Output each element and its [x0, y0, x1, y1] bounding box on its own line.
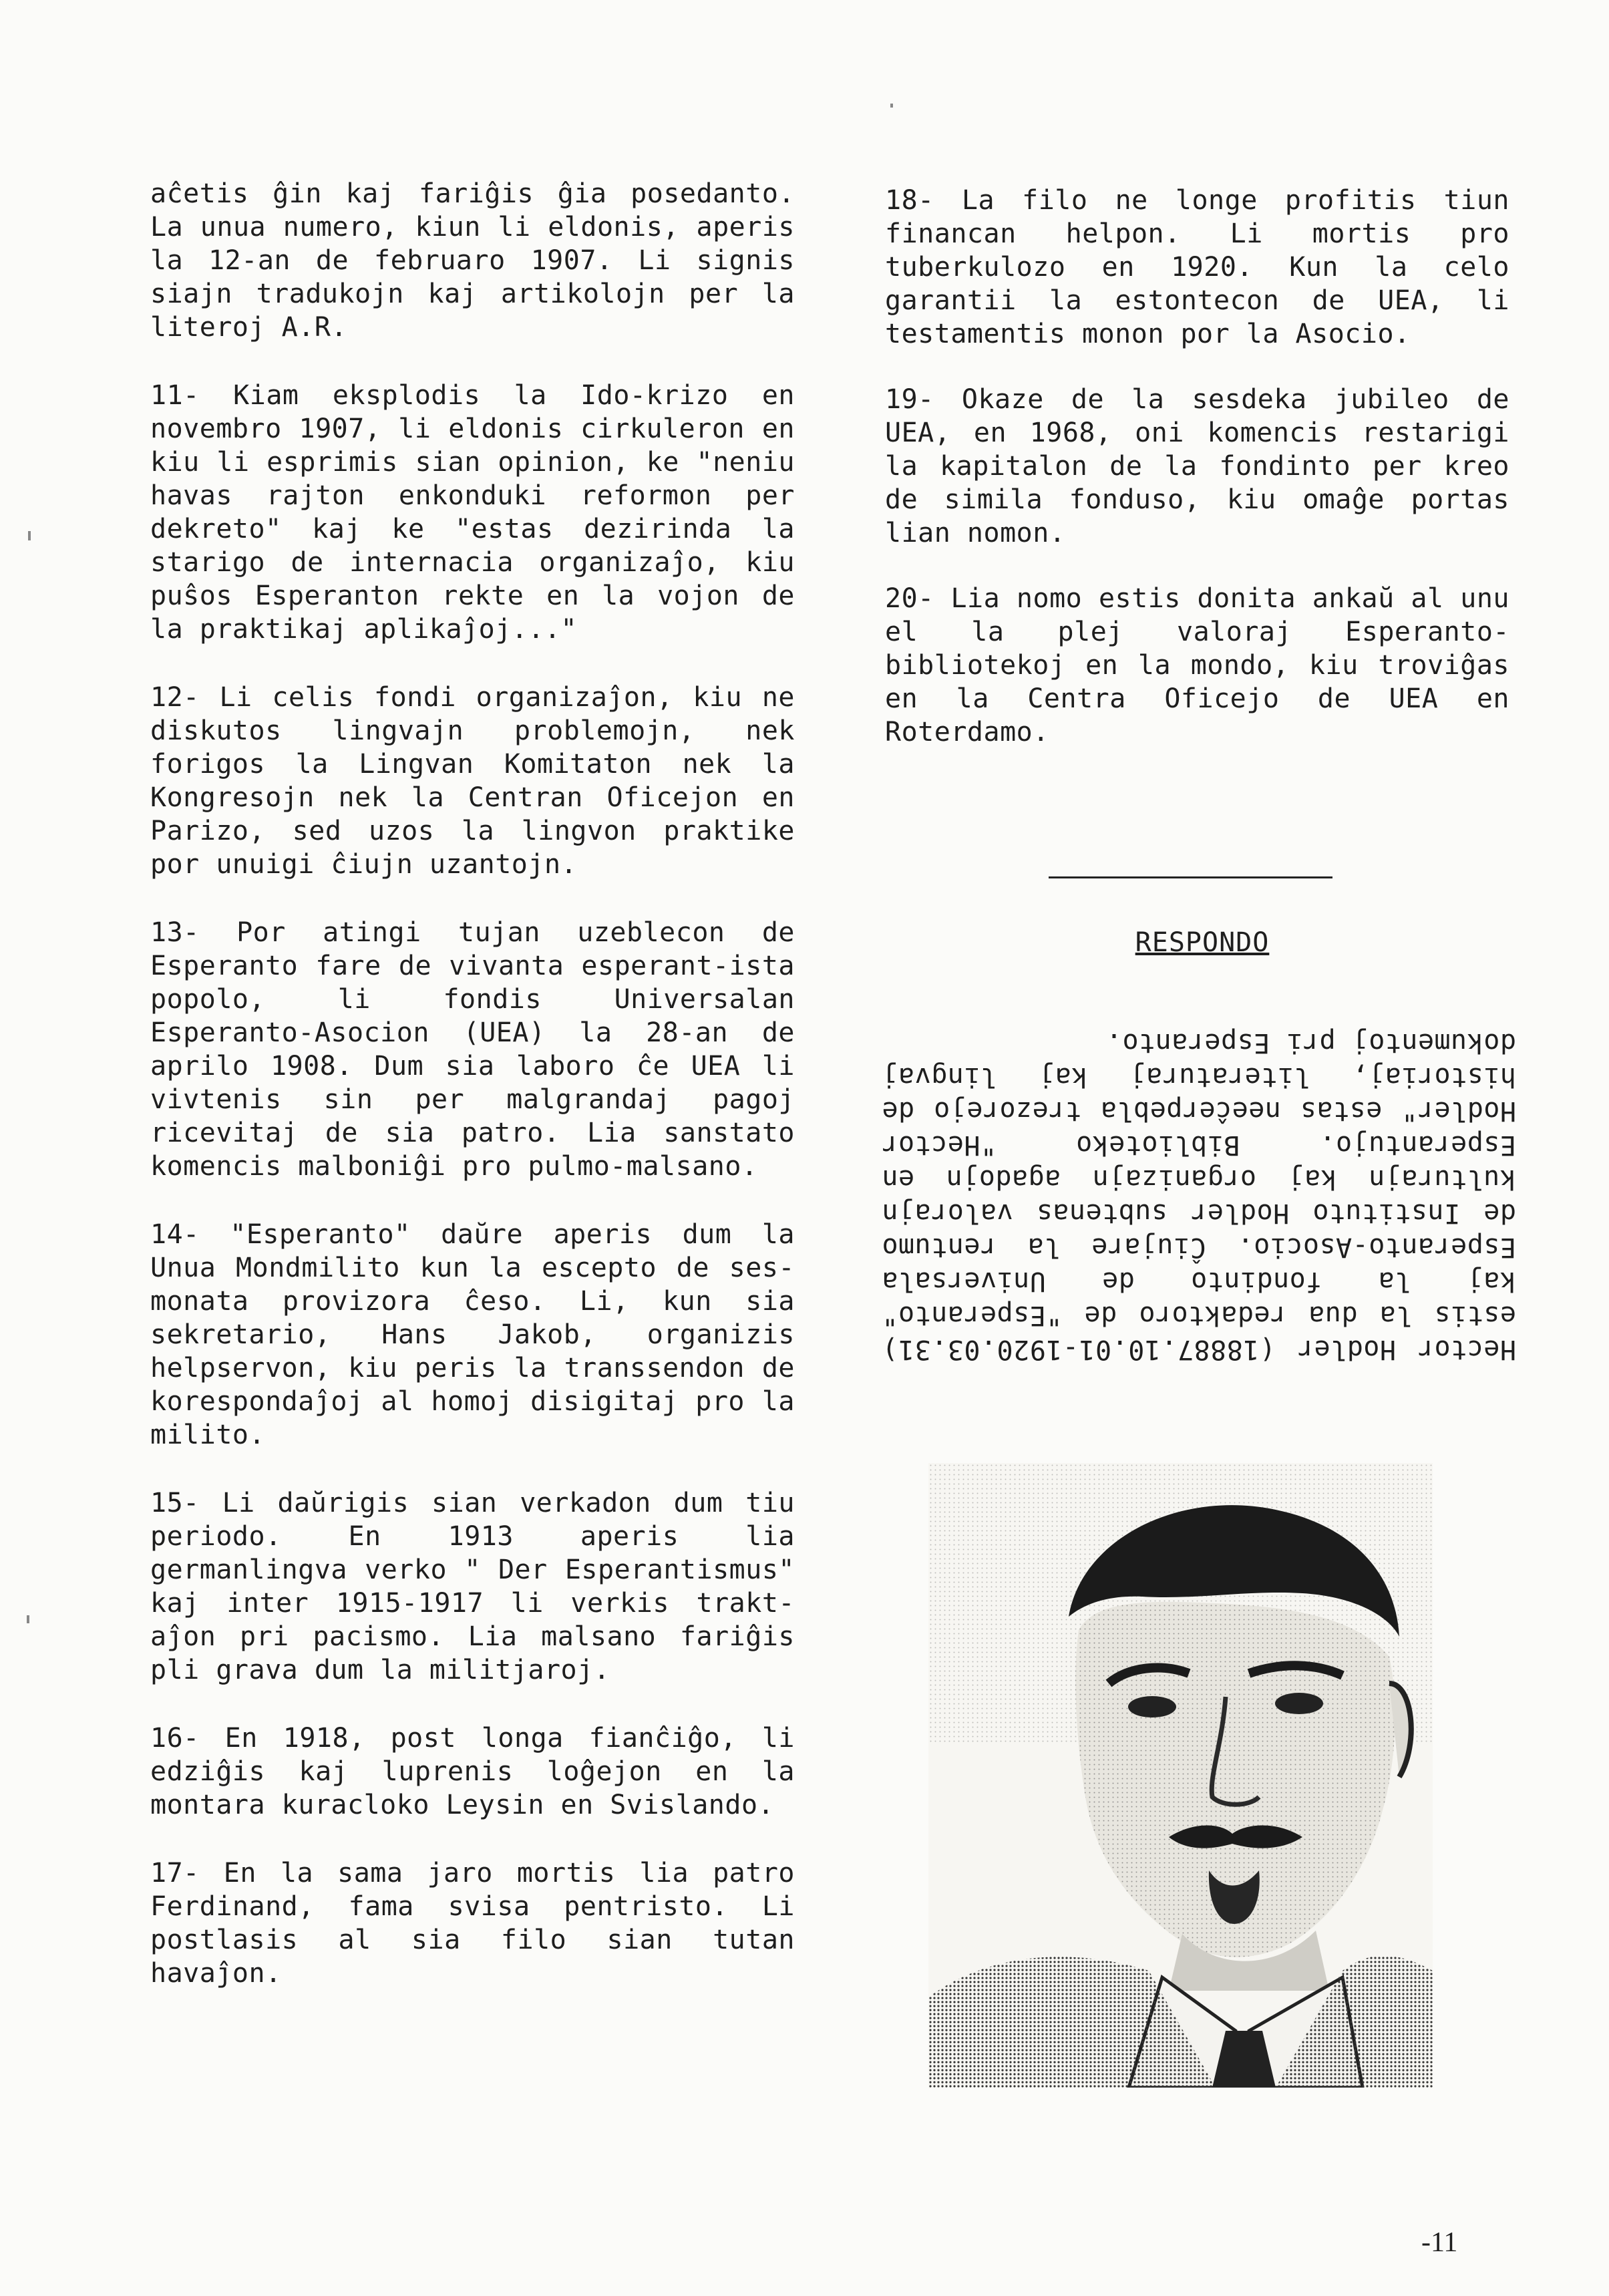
- scan-speck: [27, 1615, 29, 1623]
- portrait-illustration: [928, 1463, 1433, 2088]
- scan-speck: [28, 531, 31, 540]
- paragraph-13: 13- Por atingi tujan uzeblecon de Esperanto fare de vivanta esperant-ista popolo, li fondis Universalan Esperanto-Asocion (UEA) la 28-an de aprilo 1908. Dum sia laboro ĉe UEA li vivtenis sin per malgrandaj pagoj ricevitaj de sia patro. Lia sanstato komencis malboniĝi pro pulmo-malsano.: [150, 917, 795, 1182]
- paragraph-14: 14- "Esperanto" daŭre aperis dum la Unua Mondmilito kun la escepto de ses-monata provizora ĉeso. Li, kun sia sekretario, Hans Jakob, organizis helpservon, kiu peris la transsendon de korespondaĵoj al homoj disigitaj pro la milito.: [150, 1219, 795, 1450]
- portrait-photo: [928, 1463, 1433, 2088]
- paragraph-15: 15- Li daŭrigis sian verkadon dum tiu periodo. En 1913 aperis lia germanlingva verko " Der Esperantismus" kaj inter 1915-1917 li verkis trakt-aĵon pri pacismo. Lia malsano fariĝis pli grava dum la militjaroj.: [150, 1488, 795, 1685]
- paragraph-17: 17- En la sama jaro mortis lia patro Ferdinand, fama svisa pentristo. Li postlasis al sia filo sian tutan havaĵon.: [150, 1858, 795, 1989]
- paragraph-19: 19- Okaze de la sesdeka jubileo de UEA, en 1968, oni komencis restarigi la kapitalon de la fondinto per kreo de simila fonduso, kiu omaĝe portas lian nomon.: [885, 384, 1509, 548]
- paragraph-10-continuation: aĉetis ĝin kaj fariĝis ĝia posedanto. La unua numero, kiun li eldonis, aperis la 12-an de februaro 1907. Li signis siajn tradukojn kaj artikolojn per la literoj A.R.: [150, 178, 795, 343]
- paragraph-11: 11- Kiam eksplodis la Ido-krizo en novembro 1907, li eldonis cirkuleron en kiu li esprimis sian opinion, ke "neniu havas rajton enkonduki reformon per dekreto" kaj ke "estas dezirinda la starigo de internacia organizaĵo, kiu puŝos Esperanton rekte en la vojon de la praktikaj aplikaĵoj...": [150, 380, 795, 645]
- paragraph-18: 18- La filo ne longe profitis tiun financan helpon. Li mortis pro tuberkulozo en 1920. Kun la celo garantii la estontecon de UEA, li testamentis monon por la Asocio.: [885, 185, 1509, 349]
- paragraph-20: 20- Lia nomo estis donita ankaŭ al unu el la plej valoraj Esperanto-bibliotekoj en la mondo, kiu troviĝas en la Centra Oficejo de UEA en Roterdamo.: [885, 583, 1509, 748]
- paragraph-12: 12- Li celis fondi organizaĵon, kiu ne diskutos lingvajn problemojn, nek forigos la Lingvan Komitaton nek la Kongresojn nek la Centran Oficejon en Parizo, sed uzos la lingvon praktike por unuigi ĉiujn uzantojn.: [150, 682, 795, 880]
- right-column: [885, 184, 1509, 781]
- upside-down-answer: [882, 1025, 1516, 1366]
- paragraph-16: 16- En 1918, post longa fianĉiĝo, li edziĝis kaj luprenis loĝejon en la montara kuracloko Leysin en Svislando.: [150, 1723, 795, 1820]
- section-divider: [1049, 876, 1332, 878]
- scan-speck: [890, 104, 893, 108]
- left-column: [150, 177, 795, 2025]
- answer-text: Hector Hodler (18887.10.01-1920.03.31) estis la dua redaktoro de "Esperanto" kaj la fondinto de Universala Esperanto-Asocio. Ĉiujare la rentumo de Instituto Hodler subtenas valorajn kulturajn kaj organizajn agadojn en Esperantujo. Biblioteko "Hector Hodler" estas neeĉerpebla trezorejo de historiaj, literaturaj kaj lingvaj dokumentoj pri Esperanto.: [882, 1027, 1516, 1365]
- page-number: -11: [1421, 2227, 1458, 2258]
- answer-heading: RESPONDO: [1135, 927, 1270, 958]
